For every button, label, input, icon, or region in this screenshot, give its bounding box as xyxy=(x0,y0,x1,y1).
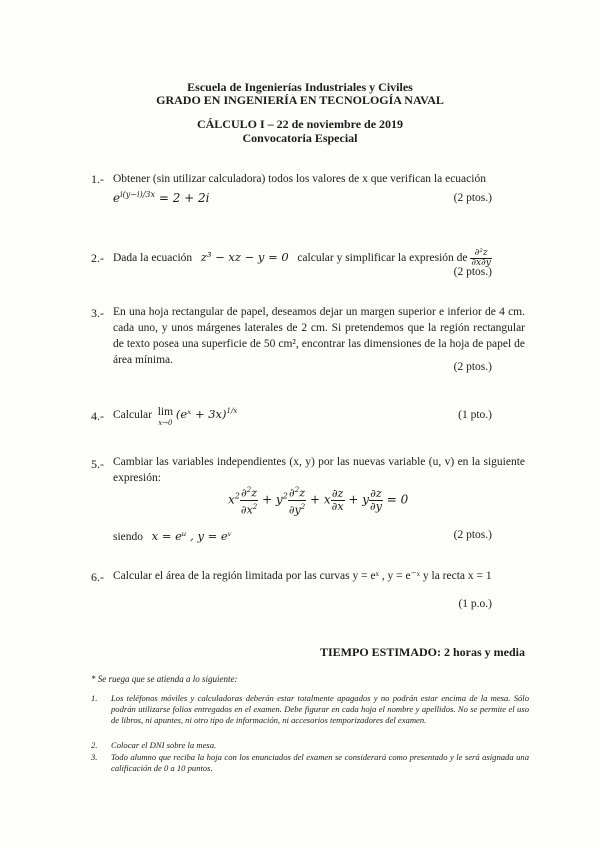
question-6-number: 6.- xyxy=(91,570,104,584)
question-5-points: (2 ptos.) xyxy=(453,529,492,541)
exam-call: Convocatoria Especial xyxy=(242,131,358,145)
rule-3 xyxy=(91,752,529,774)
question-6-text: Calcular el área de la región limitada por las curvas y = eˣ , y = e⁻ˣ y la recta x = 1 xyxy=(113,570,492,582)
rule-1-text: Los teléfonos móviles y calculadoras deberán estar totalmente apagados y no podrán estar encima de la mesa. Sólo podrán utilizarse folios entregados en el examen. Debe figurar en cada hoja el nombre y apellidos. No se permite el uso de libros, ni apuntes, ni otro tipo de información, ni accesorios temporizadores del examen. xyxy=(111,693,529,725)
rule-1 xyxy=(91,693,529,726)
question-3-number: 3.- xyxy=(91,306,104,320)
instructions-note: * Se ruega que se atienda a lo siguiente: xyxy=(91,674,238,684)
question-2-text-b: calcular y simplificar la expresión de xyxy=(297,252,468,265)
question-5-text: Cambiar las variables independientes (x, y) por las nuevas variable (u, v) en la siguiente expresión: xyxy=(113,456,525,484)
question-2-text-a: Dada la ecuación xyxy=(113,252,193,265)
question-3-points: (2 ptos.) xyxy=(453,361,492,373)
question-4-expression: (eˣ + 3x) xyxy=(175,407,227,421)
question-1-exponent: i(y−i)/3x xyxy=(120,190,155,199)
question-2-fraction-den: ∂x∂y xyxy=(471,258,491,268)
question-4-text: Calcular xyxy=(113,409,152,421)
question-4-exponent: 1/x xyxy=(226,407,238,416)
rule-3-number: 3. xyxy=(91,752,98,762)
rule-1-number: 1. xyxy=(91,693,98,703)
question-2-equation: z³ − xz − y = 0 xyxy=(200,250,289,265)
question-5-equation: $x^2$ $\frac{\partial^2z}{\partial x^2}$ + $y^2$ $\frac{\partial^2z}{\partial y^2}$ + x $\frac{\partial z}{\partial x}$ + y $\frac{\partial z}{\partial y}$ = 0 xyxy=(228,486,409,517)
estimated-time: TIEMPO ESTIMADO: 2 horas y media xyxy=(319,645,525,659)
question-5-eq-tail: = 0 xyxy=(386,492,409,507)
question-5-subs-line xyxy=(113,529,232,543)
school-name: Escuela de Ingenierías Industriales y Civiles xyxy=(187,80,413,94)
question-3-text: En una hoja rectangular de papel, deseamos dejar un margen superior e inferior de 4 cm. cada uno, y unos márgenes laterales de 2 cm. Si pretendemos que la región rectangular de texto posea una superficie de 50 cm², encontrar las dimensiones de la hoja de papel de área mínima. xyxy=(113,306,525,366)
question-4-lim-sub: x→0 xyxy=(158,419,173,427)
question-2-line xyxy=(113,249,492,268)
question-6-points: (1 p.o.) xyxy=(458,598,492,610)
question-5-text-b: siendo xyxy=(113,531,144,543)
question-1-rhs: = 2 + 2i xyxy=(158,191,210,205)
question-4-number: 4.- xyxy=(91,409,104,423)
question-1-equation: $e^{i(y-i)/3x} = 2 + 2i$ xyxy=(113,190,210,205)
exam-title: CÁLCULO I – 22 de noviembre de 2019 xyxy=(196,117,404,131)
question-5-number: 5.- xyxy=(91,457,104,471)
rule-2-number: 2. xyxy=(91,740,98,750)
question-2-fraction-num: ∂²z xyxy=(470,249,491,259)
rule-2 xyxy=(91,740,529,751)
question-2-points: (2 ptos.) xyxy=(453,266,492,278)
question-5-substitution: x = eᵘ , y = eᵛ xyxy=(151,529,232,543)
question-1-text: Obtener (sin utilizar calculadora) todos los valores de x que verifican la ecuación xyxy=(113,173,486,185)
question-1-number: 1.- xyxy=(91,172,104,186)
question-4-line xyxy=(113,407,237,429)
question-4-lim: lim xyxy=(157,406,174,418)
question-4-points: (1 pto.) xyxy=(458,409,492,421)
question-1-points: (2 ptos.) xyxy=(453,192,492,204)
question-2-number: 2.- xyxy=(91,251,104,265)
question-4-limit xyxy=(158,407,173,429)
rule-3-text: Todo alumno que reciba la hoja con los enunciados del examen se considerará como presentado y le será asignada una calificación de 0 a 10 puntos. xyxy=(111,752,529,773)
rule-2-text: Colocar el DNI sobre la mesa. xyxy=(111,740,217,750)
degree-title: GRADO EN INGENIERÍA EN TECNOLOGÍA NAVAL xyxy=(156,93,444,107)
